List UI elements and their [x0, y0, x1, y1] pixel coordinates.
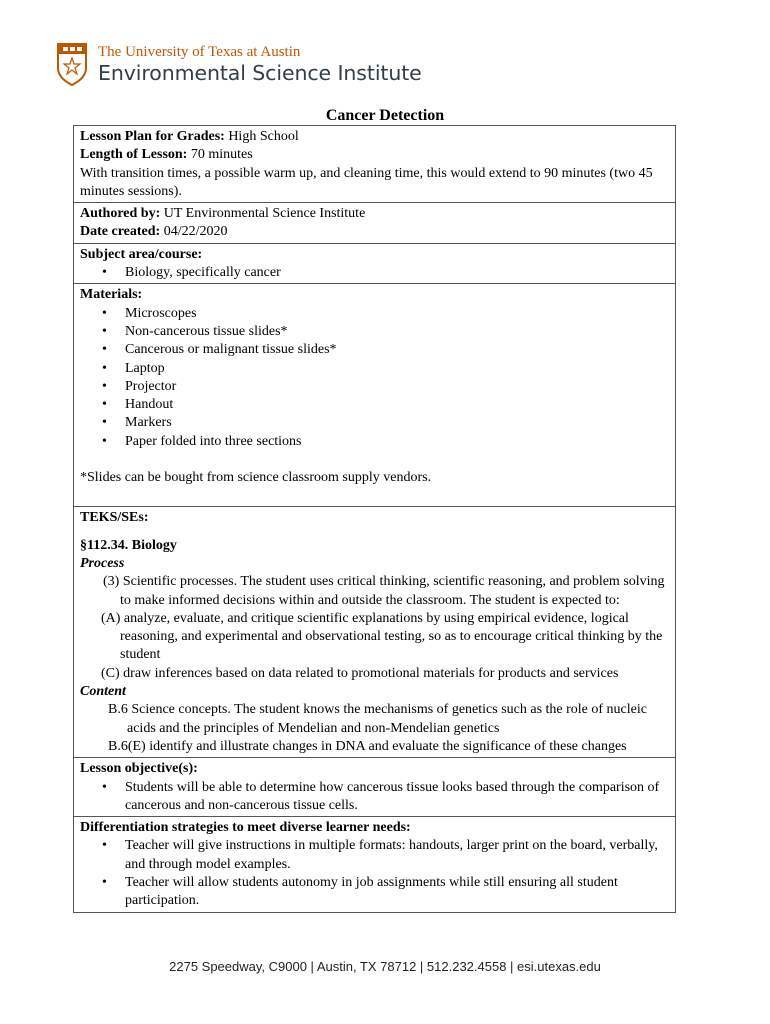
section-materials: [74, 284, 675, 507]
objectives-label: Lesson objective(s):: [80, 761, 198, 777]
process-standard: (A) analyze, evaluate, and critique scientific explanations by using empirical evidence, logical reasoning, and experimental and observational testing, so as to encourage critical thinking by the student: [101, 610, 663, 663]
materials-label: Materials:: [80, 287, 143, 303]
length-label: Length of Lesson:: [80, 147, 188, 163]
process-standard: (3) Scientific processes. The student uses critical thinking, scientific reasoning, and problem solving to make informed decisions within and outside the classroom. The student is expected to:: [103, 574, 665, 608]
teks-label: TEKS/SEs:: [80, 510, 149, 526]
differentiation-label: Differentiation strategies to meet diverse learner needs:: [80, 820, 411, 836]
institute-name: Environmental Science Institute: [98, 61, 422, 85]
differentiation-item: • Teacher will allow students autonomy in job assignments while still ensuring all student participation.: [80, 874, 669, 911]
content-standard: B.6(E) identify and illustrate changes in DNA and evaluate the significance of these changes: [108, 738, 627, 754]
content-label: Content: [80, 684, 126, 700]
ut-shield-icon: [56, 42, 88, 86]
process-standard: (C) draw inferences based on data related to promotional materials for products and services: [101, 665, 619, 681]
material-item: • Laptop: [80, 360, 669, 378]
material-item: • Handout: [80, 396, 669, 414]
university-name: The University of Texas at Austin: [98, 44, 301, 60]
subject-item: • Biology, specifically cancer: [80, 264, 669, 282]
grades-label: Lesson Plan for Grades:: [80, 129, 225, 144]
grades-value: High School: [224, 129, 299, 144]
section-authorship: [74, 203, 675, 244]
subject-label: Subject area/course:: [80, 246, 203, 262]
authored-label: Authored by:: [80, 206, 161, 222]
footer-contact: 2275 Speedway, C9000 | Austin, TX 78712 | 512.232.4558 | esi.utexas.edu: [169, 959, 601, 974]
lesson-plan-table: [73, 125, 676, 913]
length-note: With transition times, a possible warm up, and cleaning time, this would extend to 90 minutes (two 45 minutes sessions).: [80, 165, 653, 199]
objective-item: • Students will be able to determine how cancerous tissue looks based through the comparison of cancerous and non-cancerous tissue cells.: [80, 779, 669, 816]
material-item: • Cancerous or malignant tissue slides*: [80, 341, 669, 359]
process-label: Process: [80, 555, 125, 571]
section-objectives: [74, 758, 675, 817]
date-value: 04/22/2020: [160, 224, 228, 240]
material-item: • Projector: [80, 378, 669, 396]
date-label: Date created:: [80, 224, 161, 240]
length-value: 70 minutes: [187, 147, 253, 163]
material-item: • Markers: [80, 414, 669, 432]
letterhead: [56, 42, 422, 86]
content-standard: B.6 Science concepts. The student knows the mechanisms of genetics such as the role of nucleic acids and the principles of Mendelian and non-Mendelian genetics: [108, 702, 647, 736]
materials-note: *Slides can be bought from science classroom supply vendors.: [80, 470, 432, 486]
section-overview: [74, 126, 675, 203]
authored-value: UT Environmental Science Institute: [160, 206, 366, 222]
section-subject: [74, 244, 675, 285]
material-item: • Non-cancerous tissue slides*: [80, 323, 669, 341]
document-title: Cancer Detection: [325, 107, 445, 124]
section-differentiation: [74, 817, 675, 912]
material-item: • Microscopes: [80, 305, 669, 323]
section-teks: [74, 507, 675, 758]
material-item: • Paper folded into three sections: [80, 433, 669, 451]
differentiation-item: • Teacher will give instructions in multiple formats: handouts, larger print on the board, verbally, and through model examples.: [80, 837, 669, 874]
teks-course: §112.34. Biology: [80, 537, 177, 553]
